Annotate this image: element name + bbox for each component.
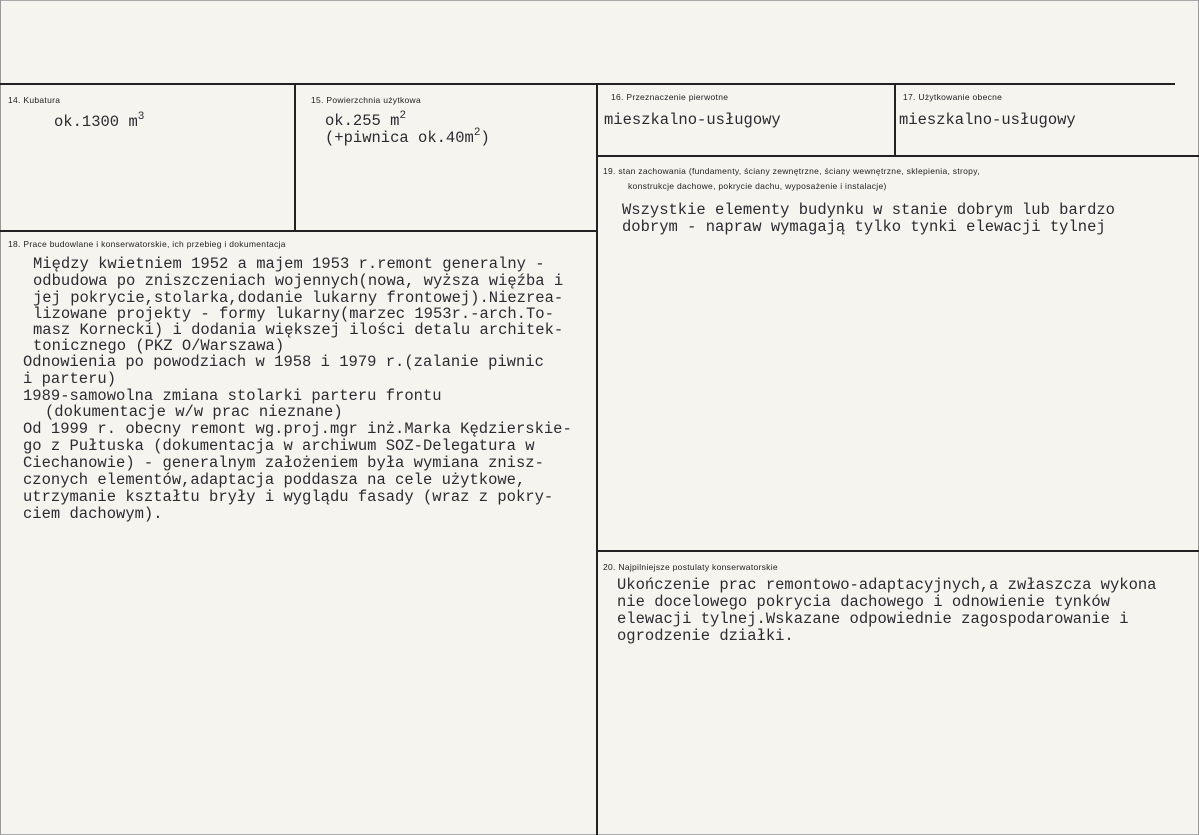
field-20-label: 20. Najpilniejsze postulaty konserwatorskie <box>603 562 778 572</box>
field-16-value: mieszkalno-usługowy <box>604 111 781 129</box>
field-20-line-3: elewacji tylnej.Wskazane odpowiednie zagospodarowanie i <box>617 610 1129 628</box>
field-19-line-1: Wszystkie elementy budynku w stanie dobrym lub bardzo <box>622 201 1115 219</box>
field-18-line-13: Ciechanowie) - generalnym założeniem była wymiana znisz- <box>23 454 544 472</box>
field-15-value: ok.255 $m^2$ <box>325 110 407 130</box>
field-18-line-6: tonicznego (PKZ O/Warszawa) <box>33 337 285 355</box>
field-18-line-3: jej pokrycie,stolarka,dodanie lukarny frontowej).Niezrea- <box>33 289 564 307</box>
field-15-label: 15. Powierzchnia użytkowa <box>311 95 422 105</box>
field-18-line-14: czonych elementów,adaptacja poddasza na cele użytkowe, <box>23 471 526 489</box>
field-18-line-15: utrzymanie kształtu bryły i wyglądu fasady (wraz z pokry- <box>23 488 554 506</box>
field-18-line-2: odbudowa po zniszczeniach wojennych(nowa, wyższa więźba i <box>33 272 564 290</box>
field-18-line-11: Od 1999 r. obecny remont wg.proj.mgr inż.Marka Kędzierskie- <box>23 420 572 438</box>
rule-above-20 <box>597 550 1199 552</box>
divider-14-15 <box>294 85 296 230</box>
field-19-label-line-1: 19. stan zachowania (fundamenty, ściany zewnętrzne, ściany wewnętrzne, sklepienia, stropy, <box>603 166 980 176</box>
field-15-basement: (+piwnica $ok.40m^2$) <box>325 127 490 147</box>
field-19-label-line-2: konstrukcje dachowe, pokrycie dachu, wyposażenie i instalacje) <box>628 181 887 191</box>
card-edge-top <box>0 0 1199 1</box>
field-18-line-16: ciem dachowym). <box>23 505 163 523</box>
field-16-label: 16. Przeznaczenie pierwotne <box>611 92 729 102</box>
field-14-label: 14. Kubatura <box>8 95 61 105</box>
field-18-line-7: Odnowienia po powodziach w 1958 i 1979 r.(zalanie piwnic <box>23 353 544 371</box>
field-18-line-4: lizowane projekty - formy lukarny(marzec 1953r.-arch.To- <box>33 305 554 323</box>
rule-above-18 <box>0 230 597 232</box>
center-divider <box>596 85 598 835</box>
rule-above-19 <box>597 155 1199 157</box>
field-17-label: 17. Użytkowanie obecne <box>903 92 1003 102</box>
field-18-line-5: masz Kornecki) i dodania większej ilości detalu architek- <box>33 321 564 339</box>
field-20-line-2: nie docelowego pokrycia dachowego i odnowienie tynków <box>617 593 1110 611</box>
card-edge-left <box>0 0 1 835</box>
field-14-value: ok.1300 $m^3$ <box>54 111 145 131</box>
top-rule <box>0 83 1175 85</box>
field-18-line-1: Między kwietniem 1952 a majem 1953 r.remont generalny - <box>33 255 545 273</box>
field-17-value: mieszkalno-usługowy <box>899 111 1076 129</box>
field-20-line-1: Ukończenie prac remontowo-adaptacyjnych,a zwłaszcza wykona <box>617 576 1157 594</box>
field-18-line-9: 1989-samowolna zmiana stolarki parteru frontu <box>23 387 442 405</box>
field-20-line-4: ogrodzenie działki. <box>617 627 794 645</box>
divider-16-17 <box>894 85 896 155</box>
field-18-line-12: go z Pułtuska (dokumentacja w archiwum SOZ-Delegatura w <box>23 437 535 455</box>
field-18-line-8: i parteru) <box>23 370 117 388</box>
field-19-line-2: dobrym - napraw wymagają tylko tynki elewacji tylnej <box>622 218 1106 236</box>
field-18-label: 18. Prace budowlane i konserwatorskie, ich przebieg i dokumentacja <box>8 239 286 249</box>
field-18-line-10: (dokumentacje w/w prac nieznane) <box>45 403 343 421</box>
